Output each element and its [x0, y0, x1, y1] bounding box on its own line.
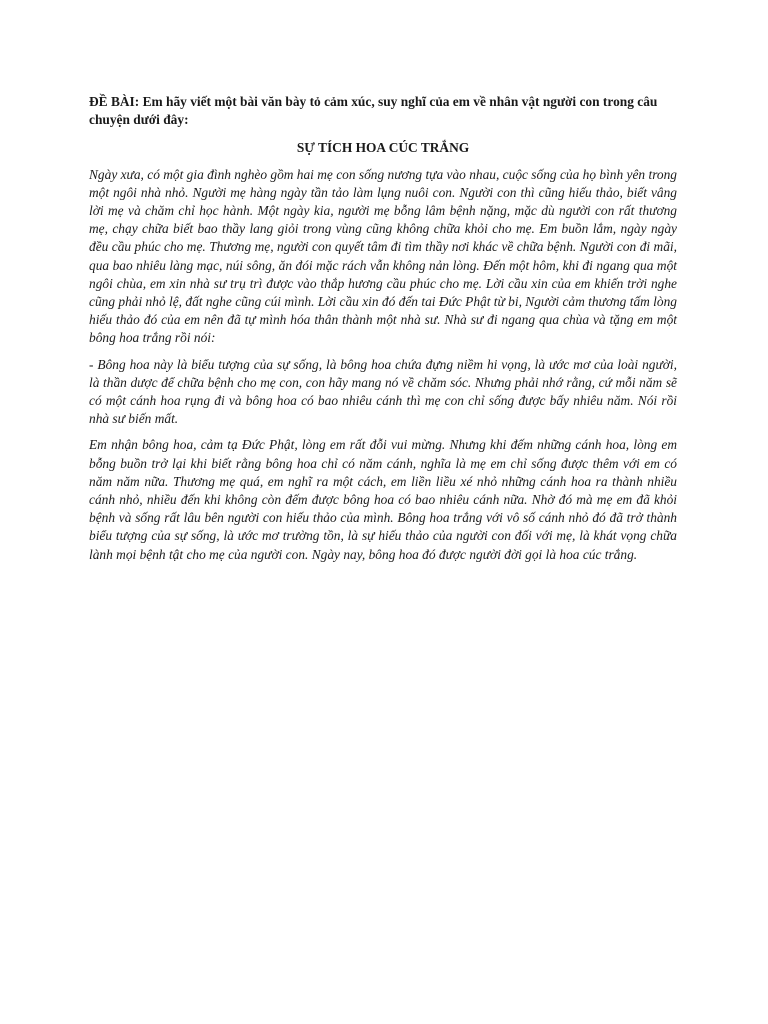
story-paragraph-3: Em nhận bông hoa, cảm tạ Đức Phật, lòng em rất đỗi vui mừng. Nhưng khi đếm những cánh hoa, lòng em bỗng buồn trở lại khi biết rằng bông hoa chỉ có năm cánh, nghĩa là mẹ em chỉ sống được thêm với em có năm năm nữa. Thương mẹ quá, em nghĩ ra một cách, em liền liều xé nhỏ những cánh hoa ra thành nhiều cánh nhỏ, nhiều đến khi không còn đếm được bông hoa có bao nhiêu cánh nữa. Nhờ đó mà mẹ em đã khỏi bệnh và sống rất lâu bên người con hiếu thảo của mình. Bông hoa trắng với vô số cánh nhỏ đó đã trở thành biểu tượng của sự sống, là ước mơ trường tồn, là sự hiếu thảo của người con đối với mẹ, là khát vọng chữa lành mọi bệnh tật cho mẹ của người con. Ngày nay, bông hoa đó được người đời gọi là hoa cúc trắng.	[89, 437, 677, 562]
story-paragraph-2: - Bông hoa này là biểu tượng của sự sống, là bông hoa chứa đựng niềm hi vọng, là ước mơ của loài người, là thần dược để chữa bệnh cho mẹ con, con hãy mang nó về chăm sóc. Nhưng phải nhớ rằng, cứ mỗi năm sẽ có một cánh hoa rụng đi và bông hoa có bao nhiêu cánh thì mẹ con chỉ sống được bấy nhiêu năm. Nói rồi nhà sư biến mất.	[89, 356, 677, 427]
assignment-prompt: ĐỀ BÀI: Em hãy viết một bài văn bày tỏ cảm xúc, suy nghĩ của em về nhân vật người con trong câu chuyện dưới đây:	[89, 94, 658, 128]
story-paragraph-1: Ngày xưa, có một gia đình nghèo gồm hai mẹ con sống nương tựa vào nhau, cuộc sống của họ bình yên trong một ngôi nhà nhỏ. Người mẹ hàng ngày tần tảo làm lụng nuôi con. Người con thì cũng hiếu thảo, biết vâng lời mẹ và chăm chỉ học hành. Một ngày kia, người mẹ bỗng lâm bệnh nặng, mặc dù người con rất thương mẹ, chạy chữa biết bao thầy lang giỏi trong vùng cũng không chữa khỏi cho mẹ. Em buồn lắm, ngày ngày đều cầu phúc cho mẹ. Thương mẹ, người con quyết tâm đi tìm thầy nơi khác về chữa bệnh. Người con đi mãi, qua bao nhiêu làng mạc, núi sông, ăn đói mặc rách vẫn không nản lòng. Đến một hôm, khi đi ngang qua một ngôi chùa, em xin nhà sư trụ trì được vào thắp hương cầu phúc cho mẹ. Lời cầu xin của em khiến trời nghe cũng phải nhỏ lệ, đất nghe cũng cúi mình. Lời cầu xin đó đến tai Đức Phật từ bi, Người cảm thương tấm lòng hiếu thảo đó của em nên đã tự mình hóa thân thành một nhà sư. Nhà sư đi ngang qua chùa và tặng em một bông hoa trắng rồi nói:	[89, 166, 677, 346]
document-page	[89, 93, 677, 572]
story-title: SỰ TÍCH HOA CÚC TRẮNG	[296, 140, 470, 156]
